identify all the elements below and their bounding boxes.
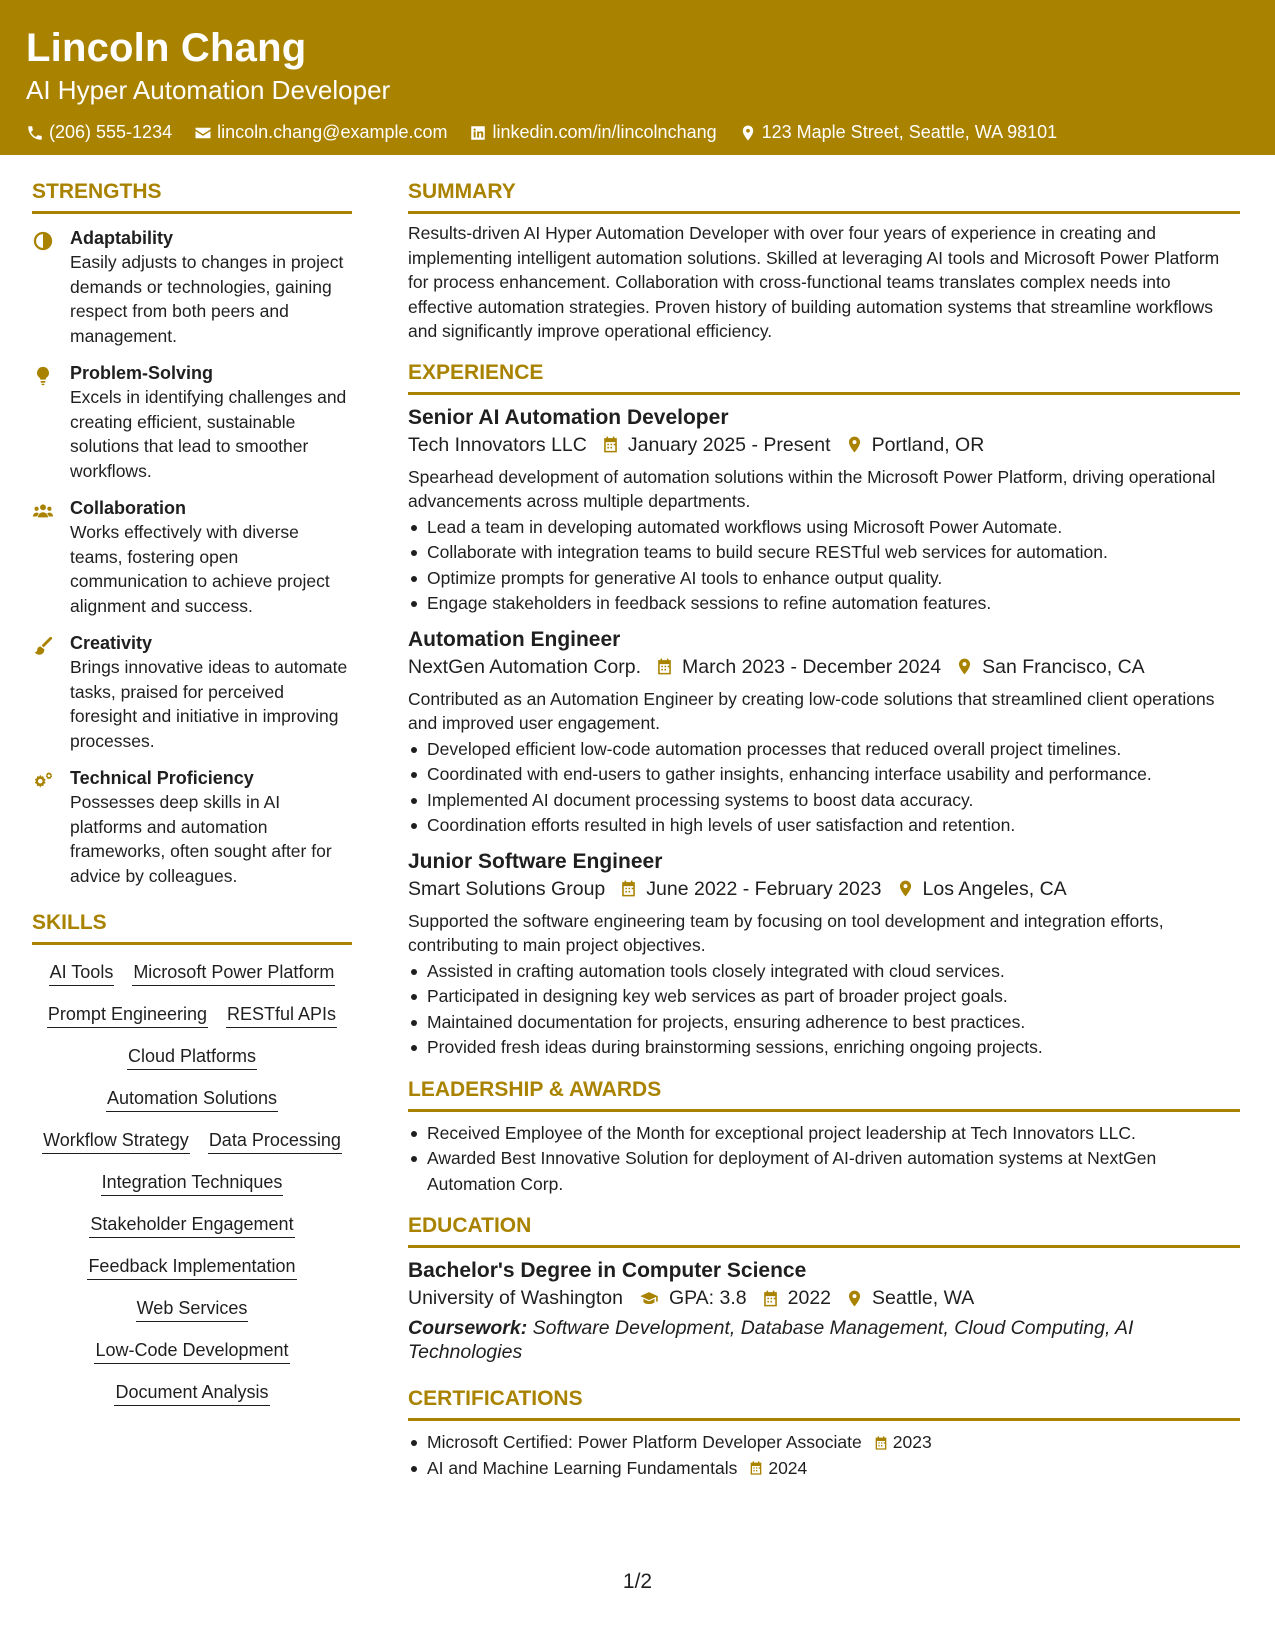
calendar-icon <box>761 1289 780 1308</box>
contact-bar <box>26 122 1249 143</box>
education-heading: EDUCATION <box>408 1213 1240 1248</box>
job-meta <box>408 875 1240 903</box>
job-bullets <box>408 515 1240 617</box>
job-title: Senior AI Automation Developer <box>408 405 729 429</box>
certifications-list <box>408 1430 1240 1481</box>
skill-tag: Web Services <box>136 1297 249 1322</box>
strength-desc: Excels in identifying challenges and creating efficient, sustainable solutions that lead to smoother workflows. <box>70 387 347 481</box>
map-pin-icon <box>739 124 757 142</box>
address-text: 123 Maple Street, Seattle, WA 98101 <box>761 122 1058 142</box>
skill-tag: Stakeholder Engagement <box>89 1213 294 1238</box>
strength-title: Technical Proficiency <box>70 768 254 788</box>
bullet-item: Coordinated with end-users to gather insights, enhancing interface usability and performance. <box>408 762 1240 788</box>
bullet-item: Collaborate with integration teams to build secure RESTful web services for automation. <box>408 540 1240 566</box>
strength-desc: Works effectively with diverse teams, fostering open communication to achieve project alignment and success. <box>70 522 330 616</box>
job-title: Automation Engineer <box>408 627 621 651</box>
degree-title: Bachelor's Degree in Computer Science <box>408 1259 807 1282</box>
skills-section <box>32 910 352 1417</box>
coursework-label: Coursework: <box>408 1317 528 1339</box>
skill-tag: Prompt Engineering <box>47 1003 208 1028</box>
half-circle-icon <box>32 230 54 252</box>
bullet-item: Assisted in crafting automation tools closely integrated with cloud services. <box>408 959 1240 985</box>
certifications-section <box>408 1386 1240 1481</box>
strength-desc: Possesses deep skills in AI platforms and automation frameworks, often sought after for advice by colleagues. <box>70 792 332 886</box>
skill-tag: Data Processing <box>208 1129 342 1154</box>
certification-item <box>408 1430 1240 1456</box>
strength-item <box>32 767 352 888</box>
job-entry <box>408 626 1240 839</box>
bullet-item: Implemented AI document processing systems to boost data accuracy. <box>408 788 1240 814</box>
job-company: NextGen Automation Corp. <box>408 655 642 678</box>
lightbulb-icon <box>32 365 54 387</box>
strength-item <box>32 227 352 348</box>
award-item: Awarded Best Innovative Solution for deployment of AI-driven automation systems at NextGen Automation Corp. <box>408 1146 1240 1197</box>
job-location: Los Angeles, CA <box>922 877 1067 900</box>
job-description: Supported the software engineering team by focusing on tool development and integration efforts, contributing to main project objectives. <box>408 910 1164 955</box>
coursework <box>408 1316 1240 1364</box>
skill-tag: Low-Code Development <box>94 1339 289 1364</box>
job-description: Contributed as an Automation Engineer by creating low-code solutions that streamlined client operations and improved user engagement. <box>408 688 1215 733</box>
school-location: Seattle, WA <box>872 1287 975 1309</box>
job-location: San Francisco, CA <box>982 655 1145 678</box>
page-number: 1/2 <box>622 1570 653 1593</box>
skills-list <box>32 945 352 1417</box>
certification-item <box>408 1456 1240 1482</box>
contact-phone <box>26 122 172 143</box>
map-pin-icon <box>896 879 915 898</box>
map-pin-icon <box>845 1289 864 1308</box>
calendar-icon <box>619 879 638 898</box>
gears-icon <box>32 770 54 792</box>
education-meta <box>408 1284 1240 1312</box>
left-column <box>32 155 352 1417</box>
strength-title: Problem-Solving <box>70 363 214 383</box>
strength-title: Adaptability <box>70 228 174 248</box>
job-meta <box>408 431 1240 459</box>
job-company: Smart Solutions Group <box>408 877 606 900</box>
bullet-item: Provided fresh ideas during brainstorming sessions, enriching ongoing projects. <box>408 1035 1240 1061</box>
graduation-year: 2022 <box>787 1287 832 1309</box>
award-item: Received Employee of the Month for exceptional project leadership at Tech Innovators LLC. <box>408 1121 1240 1147</box>
job-description: Spearhead development of automation solutions within the Microsoft Power Platform, driving operational advancements across multiple departments. <box>408 466 1216 511</box>
strength-desc: Easily adjusts to changes in project demands or technologies, gaining respect from both peers and management. <box>70 252 344 346</box>
calendar-icon <box>601 435 620 454</box>
skill-tag: AI Tools <box>49 961 115 986</box>
job-bullets <box>408 959 1240 1061</box>
education-section <box>408 1213 1240 1364</box>
summary-section <box>408 179 1240 344</box>
skill-tag: Automation Solutions <box>106 1087 278 1112</box>
job-entry <box>408 848 1240 1061</box>
graduation-cap-icon <box>637 1289 661 1308</box>
strength-item <box>32 632 352 753</box>
paintbrush-icon <box>32 635 54 657</box>
skill-tag: Workflow Strategy <box>42 1129 190 1154</box>
strength-title: Collaboration <box>70 498 186 518</box>
experience-section <box>408 360 1240 1061</box>
coursework-list: Software Development, Database Management, Cloud Computing, AI Technologies <box>408 1317 1134 1363</box>
skill-tag: Microsoft Power Platform <box>132 961 335 986</box>
map-pin-icon <box>955 657 974 676</box>
skill-tag: Cloud Platforms <box>127 1045 257 1070</box>
phone-icon <box>26 124 44 142</box>
job-bullets <box>408 737 1240 839</box>
certification-year: 2023 <box>892 1432 932 1452</box>
job-location: Portland, OR <box>871 433 985 456</box>
strength-desc: Brings innovative ideas to automate tasks, praised for perceived foresight and initiative in improving processes. <box>70 657 348 751</box>
bullet-item: Developed efficient low-code automation processes that reduced overall project timelines. <box>408 737 1240 763</box>
certifications-heading: CERTIFICATIONS <box>408 1386 1240 1421</box>
job-company: Tech Innovators LLC <box>408 433 587 456</box>
job-dates: June 2022 - February 2023 <box>646 877 882 900</box>
bullet-item: Coordination efforts resulted in high levels of user satisfaction and retention. <box>408 813 1240 839</box>
school-name: University of Washington <box>408 1287 623 1309</box>
experience-heading: EXPERIENCE <box>408 360 1240 395</box>
leadership-heading: LEADERSHIP & AWARDS <box>408 1077 1240 1112</box>
job-dates: March 2023 - December 2024 <box>682 655 942 678</box>
gpa: GPA: 3.8 <box>668 1287 747 1309</box>
strengths-section <box>32 179 352 888</box>
contact-email[interactable] <box>194 122 447 143</box>
linkedin-text: linkedin.com/in/lincolnchang <box>492 122 717 142</box>
leadership-section <box>408 1077 1240 1198</box>
job-dates: January 2025 - Present <box>627 433 831 456</box>
certification-year: 2024 <box>768 1457 808 1478</box>
calendar-icon <box>655 657 674 676</box>
map-pin-icon <box>845 435 864 454</box>
resume-header <box>0 0 1275 155</box>
certification-name: AI and Machine Learning Fundamentals <box>427 1457 738 1478</box>
skills-heading: SKILLS <box>32 910 352 945</box>
skill-tag: Feedback Implementation <box>87 1255 296 1280</box>
contact-address <box>739 122 1058 143</box>
bullet-item: Lead a team in developing automated workflows using Microsoft Power Automate. <box>408 515 1240 541</box>
strength-item <box>32 497 352 618</box>
strengths-heading: STRENGTHS <box>32 179 352 214</box>
candidate-role: AI Hyper Automation Developer <box>26 75 391 105</box>
skill-tag: Document Analysis <box>114 1381 269 1406</box>
leadership-list <box>408 1121 1240 1198</box>
job-entry <box>408 404 1240 617</box>
envelope-icon <box>194 124 212 142</box>
calendar-icon <box>873 1435 889 1451</box>
summary-heading: SUMMARY <box>408 179 1240 214</box>
strength-title: Creativity <box>70 633 153 653</box>
bullet-item: Maintained documentation for projects, ensuring adherence to best practices. <box>408 1010 1240 1036</box>
bullet-item: Engage stakeholders in feedback sessions to refine automation features. <box>408 591 1240 617</box>
right-column <box>408 155 1240 1481</box>
skill-tag: Integration Techniques <box>101 1171 284 1196</box>
bullet-item: Participated in designing key web services as part of broader project goals. <box>408 984 1240 1010</box>
users-icon <box>32 500 54 522</box>
contact-linkedin[interactable] <box>469 122 716 143</box>
certification-name: Microsoft Certified: Power Platform Developer Associate <box>427 1432 862 1452</box>
skill-tag: RESTful APIs <box>226 1003 337 1028</box>
job-title: Junior Software Engineer <box>408 849 663 873</box>
summary-text: Results-driven AI Hyper Automation Developer with over four years of experience in creating and implementing intelligent automation solutions. Skilled at leveraging AI tools and Microsoft Power Platform for process enhancement. Collaboration with cross-functional teams translates complex needs into effective automation strategies. Proven history of building automation systems that streamline workflows and significantly improve operational efficiency. <box>408 223 1220 341</box>
email-text: lincoln.chang@example.com <box>217 122 448 142</box>
phone-text: (206) 555-1234 <box>49 122 173 142</box>
linkedin-icon <box>469 124 487 142</box>
bullet-item: Optimize prompts for generative AI tools to enhance output quality. <box>408 566 1240 592</box>
strength-item <box>32 362 352 483</box>
job-meta <box>408 653 1240 681</box>
candidate-name: Lincoln Chang <box>26 26 307 70</box>
calendar-icon <box>748 1460 764 1476</box>
